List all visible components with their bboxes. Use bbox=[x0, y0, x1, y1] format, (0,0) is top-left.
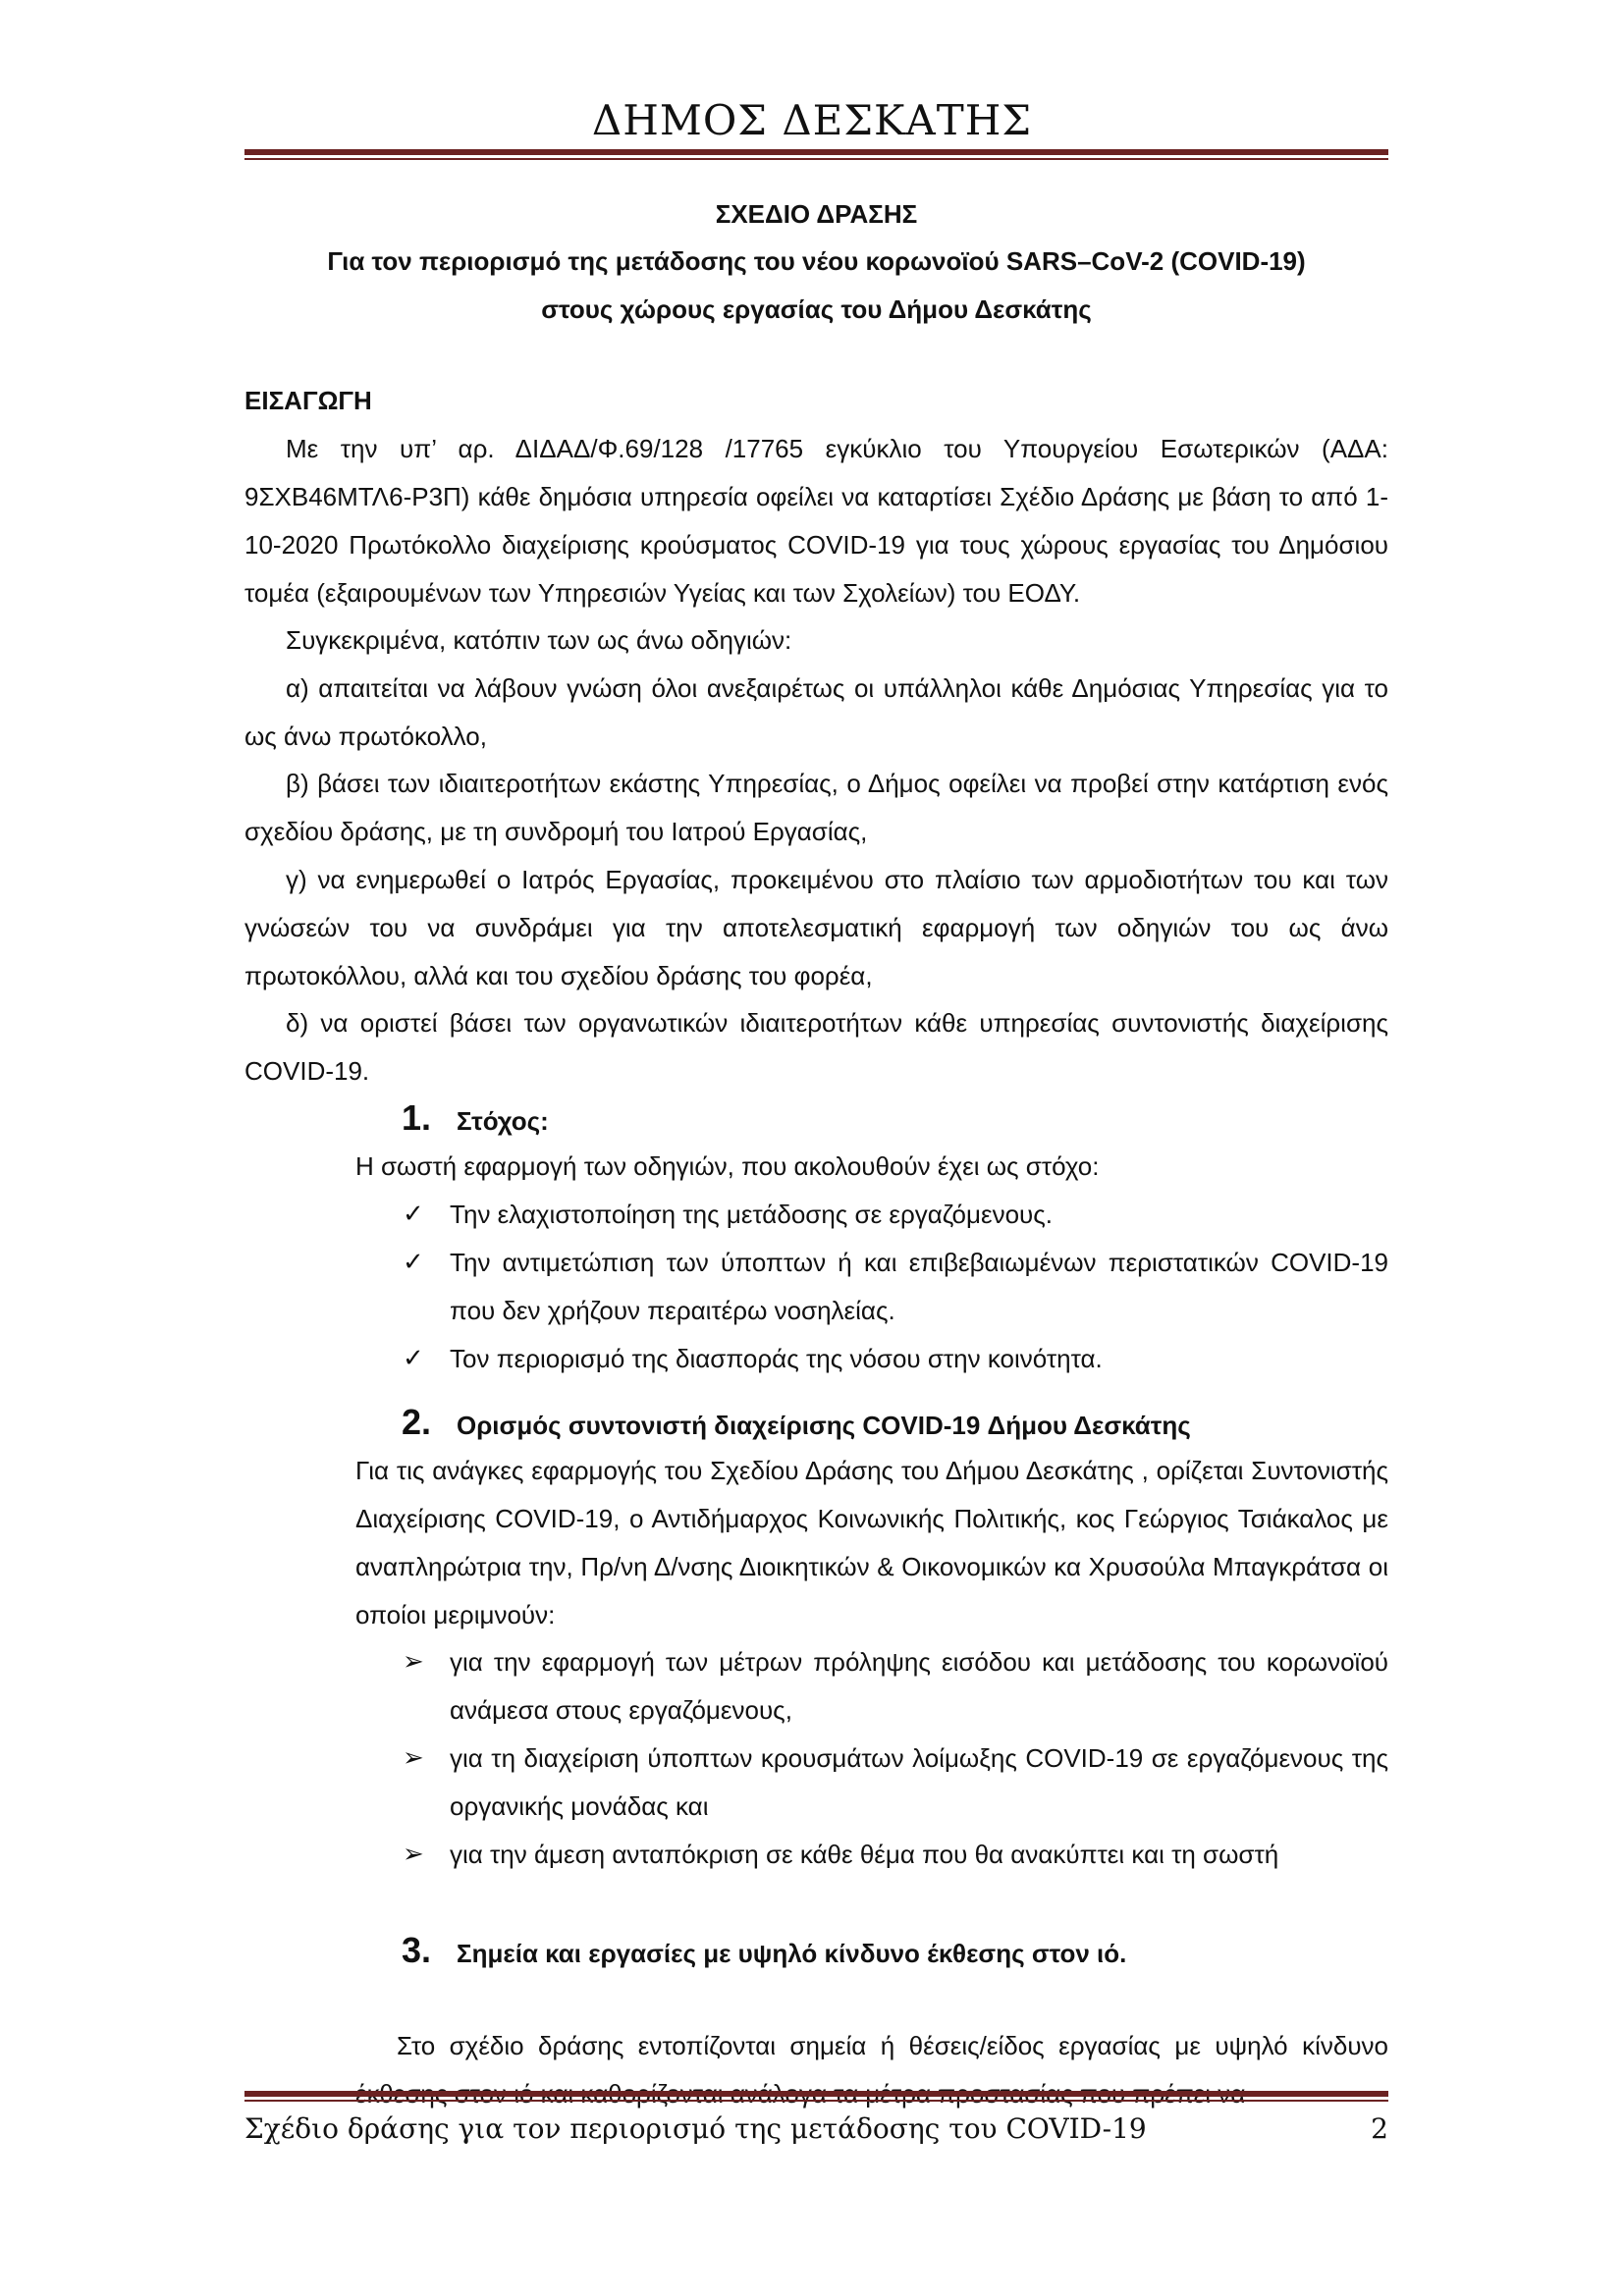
section-3-text: Στο σχέδιο δράσης εντοπίζονται σημεία ή θέσεις/είδος εργασίας με υψηλό κίνδυνο bbox=[397, 2031, 1388, 2060]
document-title: ΣΧΕΔΙΟ ΔΡΑΣΗΣ bbox=[715, 199, 918, 229]
intro-item-b: β) βάσει των ιδιαιτεροτήτων εκάστης Υπηρεσίας, ο Δήμος οφείλει να προβεί στην κατάρτιση ενός σχεδίου δράσης, με τη συνδρομή του Ιατρού Εργασίας, bbox=[244, 769, 1388, 846]
section-1-list bbox=[403, 1191, 1388, 1383]
list-item: ✓ Την αντιμετώπιση των ύποπτων ή και επιβεβαιωμένων περιστατικών COVID-19 που δεν χρήζουν περαιτέρω νοσηλείας. bbox=[403, 1239, 1388, 1335]
footer bbox=[244, 2112, 1388, 2145]
arrow-icon: ➢ bbox=[403, 1647, 424, 1677]
section-title: Σημεία και εργασίες με υψηλό κίνδυνο έκθεσης στον ιό. bbox=[457, 1939, 1127, 1968]
section-title: Ορισμός συντονιστή διαχείρισης COVID-19 Δήμου Δεσκάτης bbox=[457, 1411, 1191, 1440]
list-item: ➢ για τη διαχείριση ύποπτων κρουσμάτων λοίμωξης COVID-19 σε εργαζόμενους της οργανικής μονάδας και bbox=[403, 1735, 1388, 1831]
document-subtitle-2: στους χώρους εργασίας του Δήμου Δεσκάτης bbox=[541, 294, 1092, 324]
check-icon: ✓ bbox=[403, 1344, 424, 1373]
list-item: ➢ για την άμεση ανταπόκριση σε κάθε θέμα που θα ανακύπτει και τη σωστή bbox=[403, 1831, 1388, 1879]
footer-rule bbox=[244, 2091, 1388, 2102]
arrow-icon: ➢ bbox=[403, 1840, 424, 1869]
section-2-heading bbox=[402, 1402, 1191, 1443]
section-1-text: Η σωστή εφαρμογή των οδηγιών, που ακολουθούν έχει ως στόχο: bbox=[355, 1151, 1100, 1181]
intro-heading: ΕΙΣΑΓΩΓΗ bbox=[244, 386, 372, 415]
list-item: ✓ Τον περιορισμό της διασποράς της νόσου στην κοινότητα. bbox=[403, 1335, 1388, 1383]
check-icon: ✓ bbox=[403, 1200, 424, 1229]
list-item: ✓ Την ελαχιστοποίηση της μετάδοσης σε εργαζόμενους. bbox=[403, 1191, 1388, 1239]
check-icon: ✓ bbox=[403, 1248, 424, 1277]
header-rule bbox=[244, 149, 1388, 160]
section-1-heading bbox=[402, 1097, 549, 1139]
section-title: Στόχος: bbox=[457, 1106, 549, 1136]
page-number: 2 bbox=[1371, 2112, 1388, 2145]
section-2-text: Για τις ανάγκες εφαρμογής του Σχεδίου Δράσης του Δήμου Δεσκάτης , ορίζεται Συντονιστής Διαχείρισης COVID-19, ο Αντιδήμαρχος Κοινωνικής Πολιτικής, κος Γεώργιος Τσιάκαλος με αναπληρώτρια την, Πρ/νη Δ/νσης Διοικητικών & Οικονομικών κα Χρυσούλα Μπαγκράτσα οι οποίοι μεριμνούν: bbox=[355, 1456, 1388, 1629]
arrow-icon: ➢ bbox=[403, 1743, 424, 1773]
section-number: 1. bbox=[402, 1097, 432, 1138]
header-title: ΔΗΜΟΣ ΔΕΣΚΑΤΗΣ bbox=[591, 96, 1033, 144]
footer-text: Σχέδιο δράσης για τον περιορισμό της μετάδοσης του COVID-19 bbox=[244, 2112, 1147, 2145]
intro-item-a: α) απαιτείται να λάβουν γνώση όλοι ανεξαιρέτως οι υπάλληλοι κάθε Δημόσιας Υπηρεσίας για το ως άνω πρωτόκολλο, bbox=[244, 673, 1388, 751]
document-subtitle-1: Για τον περιορισμό της μετάδοσης του νέου κορωνοϊού SARS–CoV-2 (COVID-19) bbox=[327, 246, 1306, 276]
intro-paragraph-2: Συγκεκριμένα, κατόπιν των ως άνω οδηγιών: bbox=[286, 625, 792, 655]
section-3-heading bbox=[402, 1930, 1126, 1971]
section-number: 3. bbox=[402, 1930, 432, 1970]
intro-item-c: γ) να ενημερωθεί ο Ιατρός Εργασίας, προκειμένου στο πλαίσιο των αρμοδιοτήτων του και των γνώσεών του να συνδράμει για την αποτελεσματική εφαρμογή των οδηγιών του ως άνω πρωτοκόλλου, αλλά και του σχεδίου δράσης του φορέα, bbox=[244, 865, 1388, 990]
section-number: 2. bbox=[402, 1402, 432, 1442]
intro-paragraph-1: Με την υπ’ αρ. ΔΙΔΑΔ/Φ.69/128 /17765 εγκύκλιο του Υπουργείου Εσωτερικών (ΑΔΑ: 9ΣΧΒ46ΜΤΛ6-Ρ3Π) κάθε δημόσια υπηρεσία οφείλει να καταρτίσει Σχέδιο Δράσης με βάση το από 1-10-2020 Πρωτόκολλο διαχείρισης κρούσματος COVID-19 για τους χώρους εργασίας του Δημόσιου τομέα (εξαιρουμένων των Υπηρεσιών Υγείας και των Σχολείων) του ΕΟΔΥ. bbox=[244, 434, 1388, 608]
intro-item-d: δ) να οριστεί βάσει των οργανωτικών ιδιαιτεροτήτων κάθε υπηρεσίας συντονιστής διαχείρισης COVID-19. bbox=[244, 1008, 1388, 1086]
section-2-list bbox=[403, 1638, 1388, 1879]
list-item: ➢ για την εφαρμογή των μέτρων πρόληψης εισόδου και μετάδοσης του κορωνοϊού ανάμεσα στους εργαζόμενους, bbox=[403, 1638, 1388, 1735]
